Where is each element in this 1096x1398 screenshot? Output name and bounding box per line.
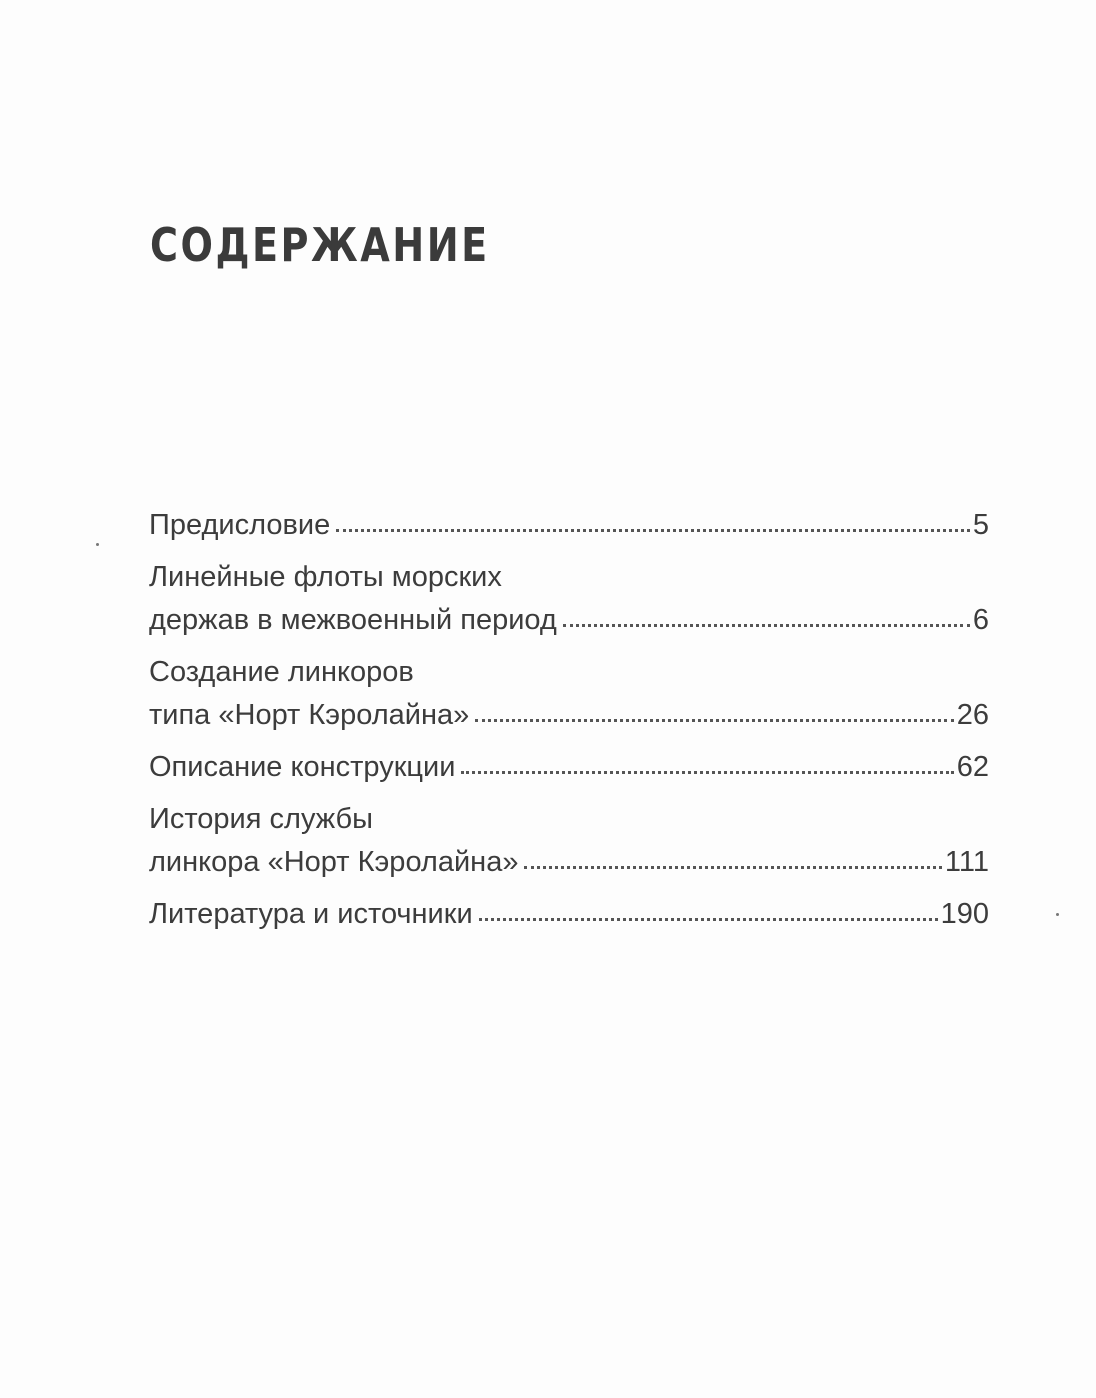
toc-entry-line bbox=[149, 746, 989, 789]
toc-entry-line bbox=[149, 694, 989, 737]
toc-entry-line bbox=[149, 798, 989, 841]
toc-entry bbox=[149, 556, 989, 642]
dot-leader bbox=[475, 719, 954, 722]
toc-page-number: 6 bbox=[972, 604, 989, 636]
dot-leader bbox=[563, 624, 970, 627]
toc-page-number: 26 bbox=[956, 699, 989, 731]
toc-entry-title: Линейные флоты морских bbox=[149, 561, 502, 593]
toc-entry-title: История службы bbox=[149, 803, 373, 835]
table-of-contents bbox=[149, 504, 989, 936]
toc-entry-title: линкора «Норт Кэролайна» bbox=[149, 846, 519, 878]
toc-entry-line bbox=[149, 599, 989, 642]
toc-entry-title: типа «Норт Кэролайна» bbox=[149, 699, 470, 731]
toc-entry-title: Литература и источники bbox=[149, 898, 473, 930]
toc-page-number: 62 bbox=[956, 751, 989, 783]
dot-leader bbox=[479, 918, 938, 921]
toc-entry bbox=[149, 651, 989, 737]
toc-entry bbox=[149, 893, 989, 936]
scan-speck bbox=[1056, 913, 1059, 916]
toc-entry bbox=[149, 746, 989, 789]
toc-page-number: 111 bbox=[944, 846, 989, 878]
toc-entry bbox=[149, 798, 989, 884]
page-title: СОДЕРЖАНИЕ bbox=[150, 218, 490, 272]
toc-entry-title: Предисловие bbox=[149, 509, 331, 541]
toc-entry-title: Описание конструкции bbox=[149, 751, 456, 783]
toc-entry-line bbox=[149, 841, 989, 884]
dot-leader bbox=[461, 771, 953, 774]
toc-page-number: 5 bbox=[972, 509, 989, 541]
scan-speck bbox=[96, 543, 99, 546]
toc-entry-line bbox=[149, 556, 989, 599]
dot-leader bbox=[336, 529, 970, 532]
toc-entry-line bbox=[149, 651, 989, 694]
toc-page-number: 190 bbox=[940, 898, 989, 930]
toc-entry-title: держав в межвоенный период bbox=[149, 604, 557, 636]
toc-entry-title: Создание линкоров bbox=[149, 656, 414, 688]
toc-entry bbox=[149, 504, 989, 547]
dot-leader bbox=[524, 866, 941, 869]
toc-entry-line bbox=[149, 893, 989, 936]
toc-entry-line bbox=[149, 504, 989, 547]
